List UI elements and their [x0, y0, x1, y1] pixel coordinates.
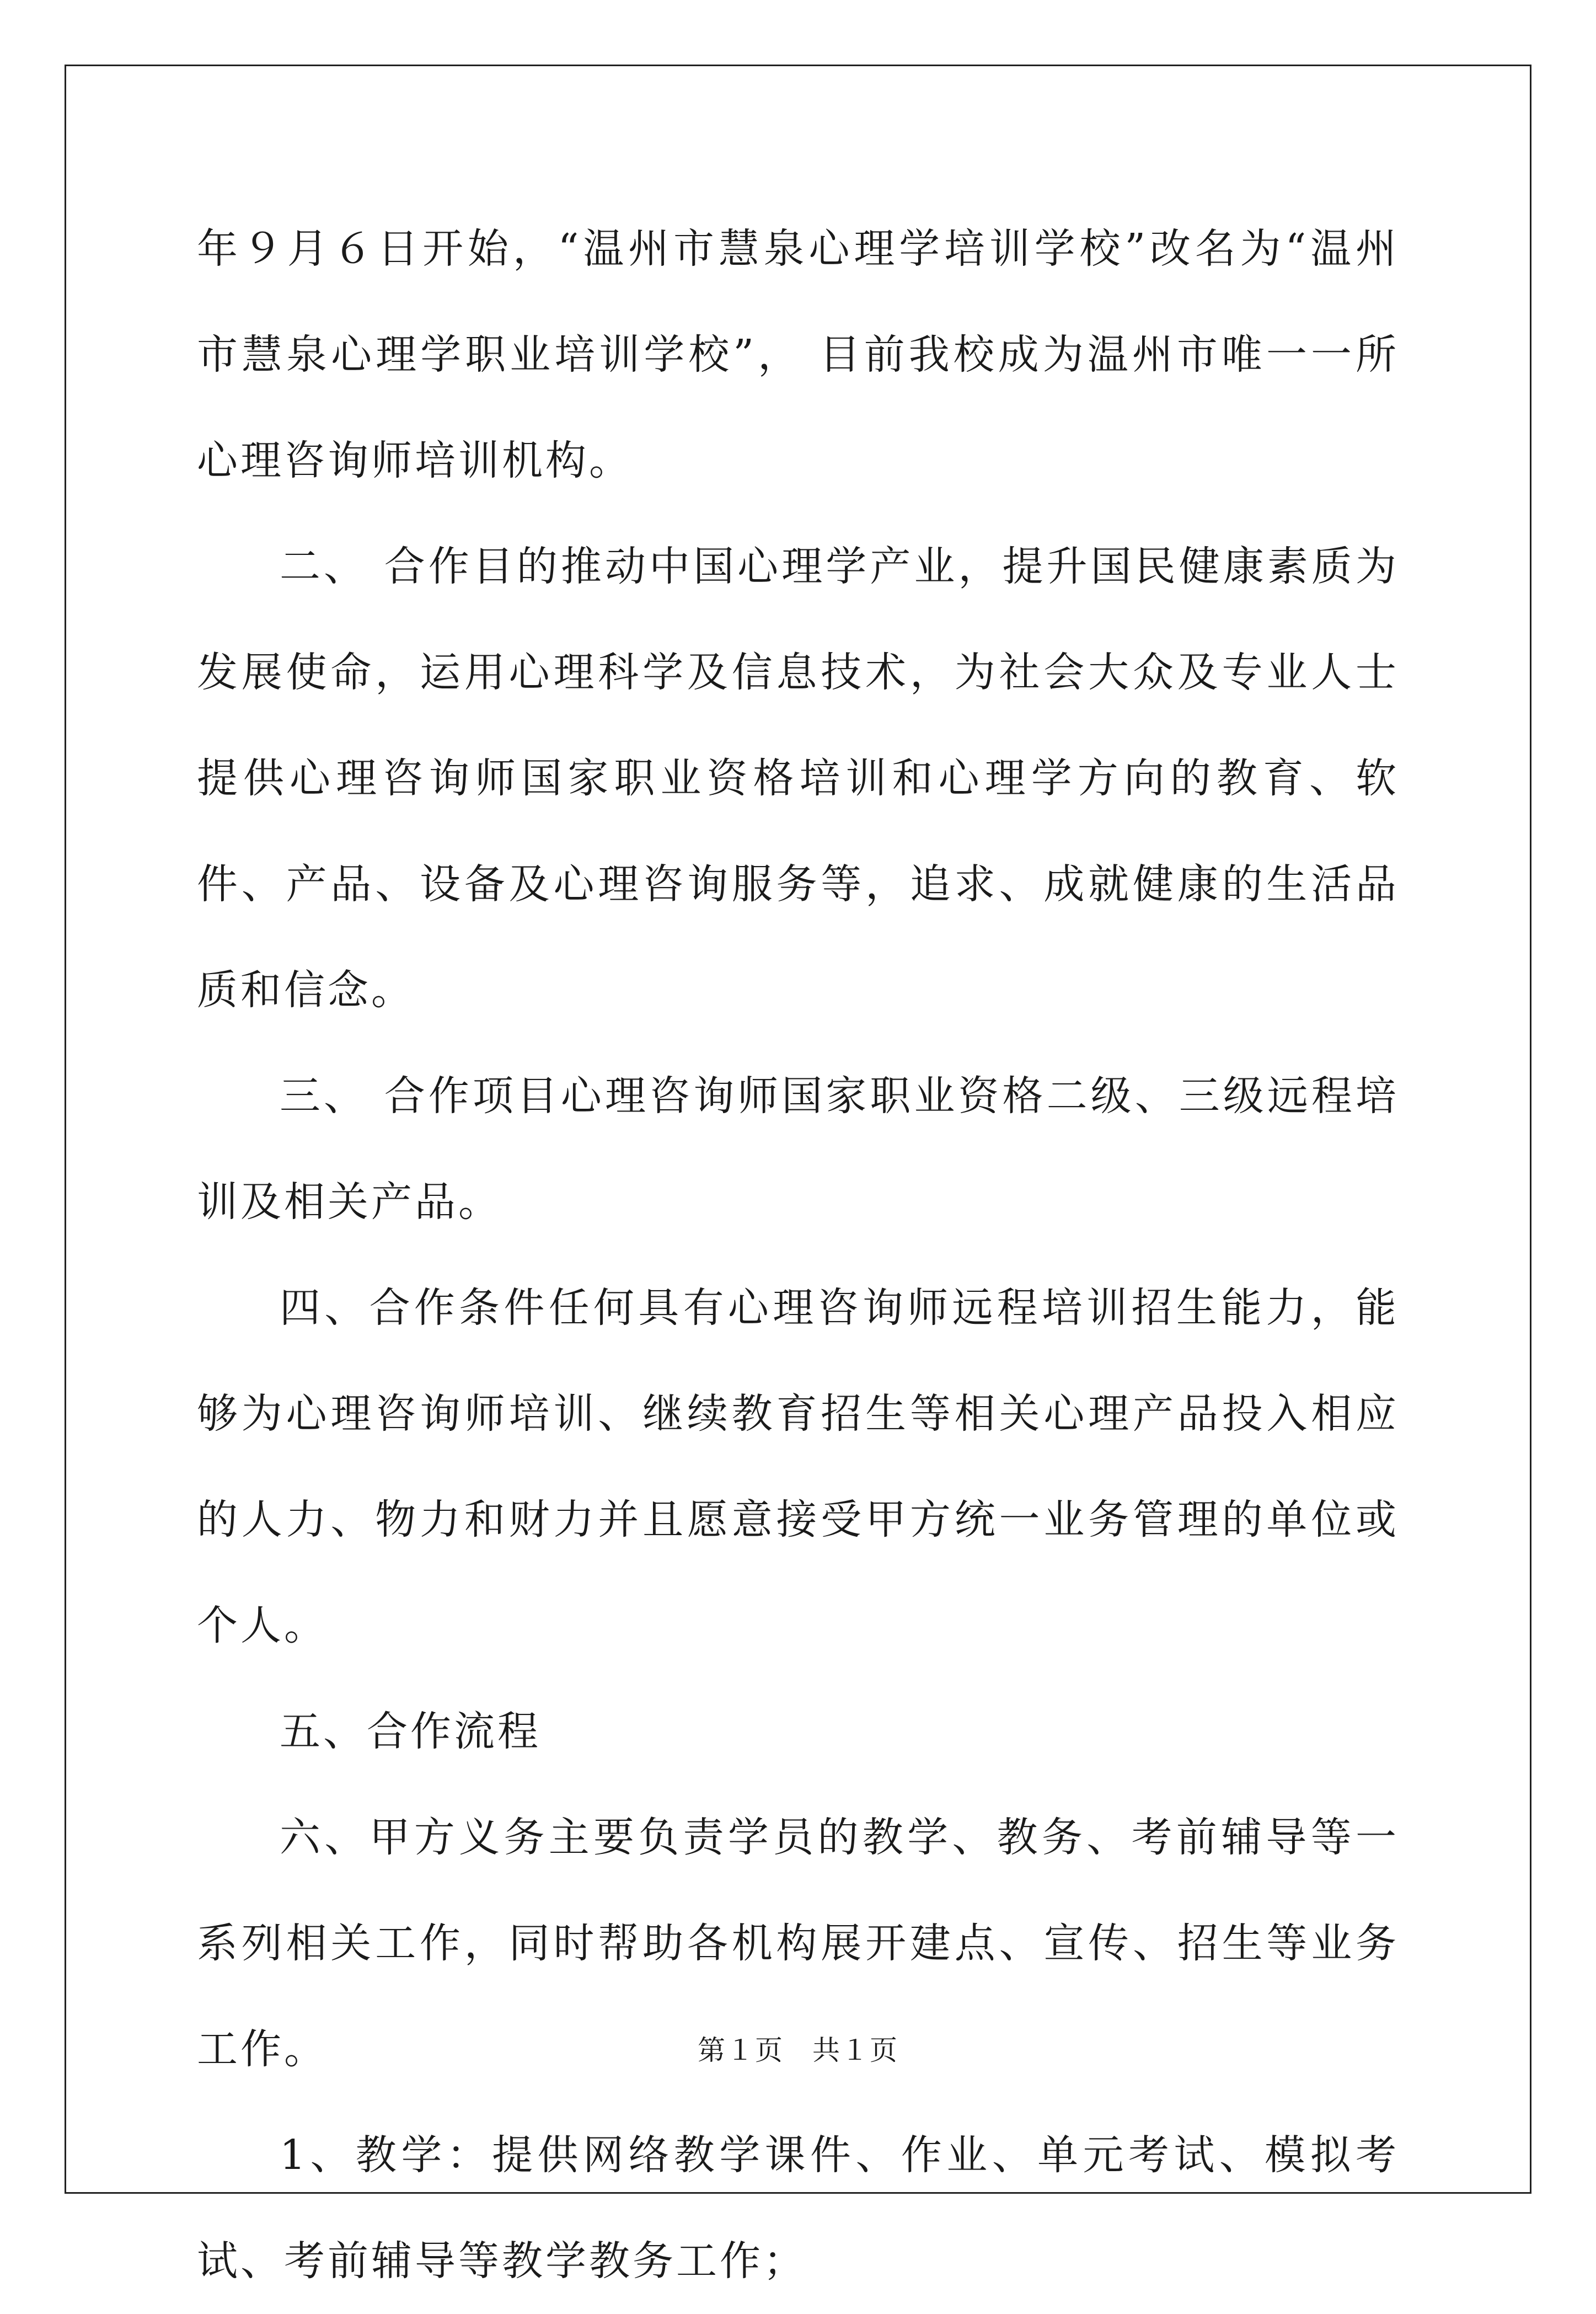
- paragraph-cooperation-process: 五、合作流程: [280, 1708, 541, 1755]
- paragraph-cooperation-conditions: 四、合作条件任何具有心理咨询师远程培训招生能力，能够为心理咨询师培训、继续教育招生等相关心理产品投入相应的人力、物力和财力并且愿意接受甲方统一业务管理的单位或个人。: [197, 1284, 1399, 1649]
- paragraph-party-a-obligations: 六、甲方义务主要负责学员的教学、教务、考前辅导等一系列相关工作，同时帮助各机构展开建点、宣传、招生等业务工作。: [197, 1814, 1399, 2073]
- paragraph-teaching: 1、教学：提供网络教学课件、作业、单元考试、模拟考试、考前辅导等教学教务工作；: [197, 2131, 1399, 2285]
- paragraph-cooperation-purpose: 二、 合作目的推动中国心理学产业，提升国民健康素质为发展使命，运用心理科学及信息技术，为社会大众及专业人士提供心理咨询师国家职业资格培训和心理学方向的教育、软件、产品、设备及心理咨询服务等，追求、成就健康的生活品质和信念。: [197, 543, 1399, 1014]
- page-number-footer: 第１页 共１页: [698, 2034, 898, 2066]
- paragraph-school-rename: 年９月６日开始，“温州市慧泉心理学培训学校”改名为“温州市慧泉心理学职业培训学校”， 目前我校成为温州市唯一一所心理咨询师培训机构。: [197, 225, 1399, 484]
- document-body: [197, 196, 1399, 2314]
- paragraph-cooperation-project: 三、 合作项目心理咨询师国家职业资格二级、三级远程培训及相关产品。: [197, 1072, 1399, 1226]
